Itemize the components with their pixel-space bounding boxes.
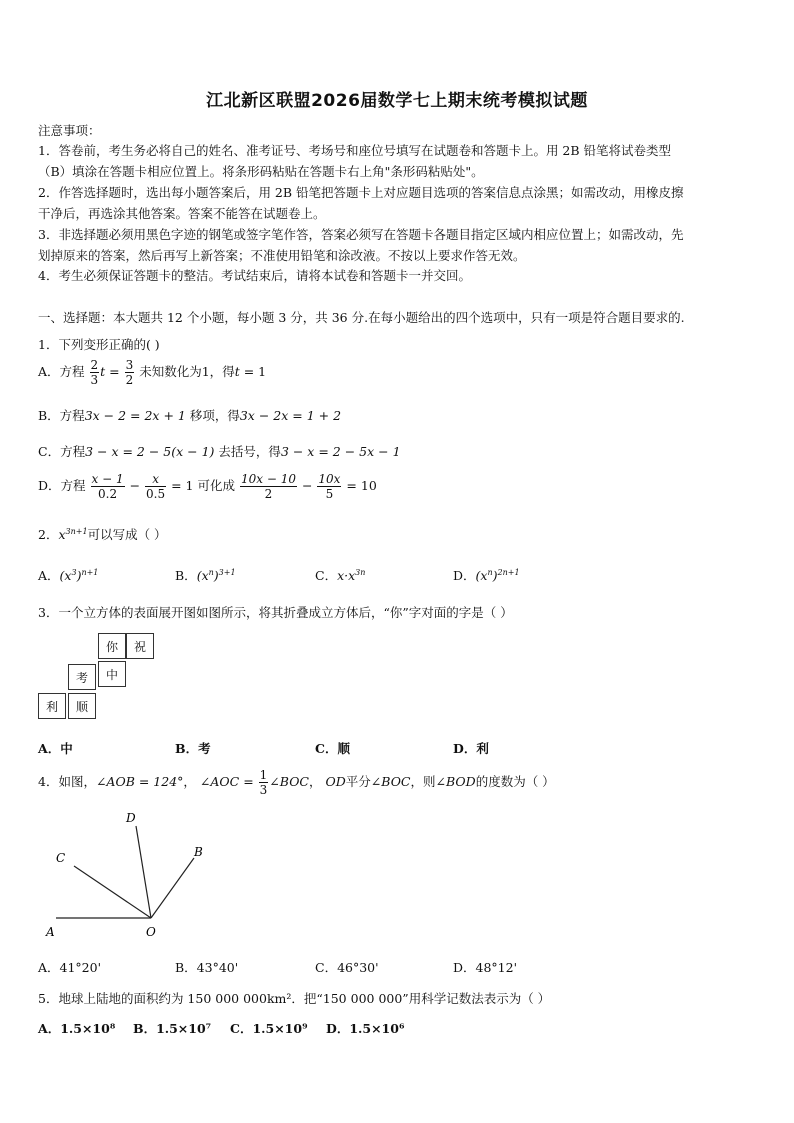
ray-ob [151, 858, 194, 918]
cube-face: 祝 [126, 633, 154, 659]
label-o: O [146, 925, 156, 939]
question-4-option-a: A．41°20' [38, 960, 102, 975]
notice-line: （B）填涂在答题卡相应位置上。将条形码粘贴在答题卡右上角"条形码粘贴处"。 [38, 164, 484, 179]
question-1-option-c: C．方程3 − x = 2 − 5(x − 1) 去括号，得3 − x = 2 − 5x − 1 [38, 444, 401, 459]
question-5-option-a: A．1.5×10⁸ [38, 1021, 116, 1036]
cube-face: 利 [38, 693, 66, 719]
question-1-option-a: A．方程 $\frac{2}{3}$ t = $\frac{3}{2}$ 未知数化为1，得t = 1 [38, 358, 267, 387]
section-heading: 一、选择题：本大题共 12 个小题，每小题 3 分，共 36 分.在每小题给出的四个选项中，只有一项是符合题目要求的. [38, 310, 685, 325]
label-a: A [46, 925, 55, 939]
question-2-option-a: A．$(x^3)^{n+1}$ [38, 567, 99, 583]
question-4-stem: 4．如图，∠AOB = 124°， ∠AOC = $\frac{1}{3}$ ∠BOC， OD平分∠BOC，则∠BOD的度数为（ ） [38, 768, 555, 797]
question-3-option-c: C．顺 [315, 741, 350, 756]
label-b: B [194, 845, 203, 859]
notice-line: 2．作答选择题时，选出每小题答案后，用 2B 铅笔把答题卡上对应题目选项的答案信息点涂黑；如需改动，用橡皮擦 [38, 185, 684, 200]
question-2-option-b: B．$(x^n)^{3+1}$ [175, 567, 236, 583]
question-3-option-d: D．利 [453, 741, 489, 756]
question-4-option-b: B．43°40' [175, 960, 239, 975]
question-5-option-b: B．1.5×10⁷ [133, 1021, 212, 1036]
question-1-option-d: D．方程 $\frac{x - 1}{0.2}$ − $\frac{x}{0.5}$ = 1 可化成 $\frac{10x - 10}{2}$ − $\frac{10x}{5}$ = 10 [38, 472, 377, 501]
question-4-option-c: C．46°30' [315, 960, 379, 975]
ray-oc [74, 866, 151, 918]
question-4-option-d: D．48°12' [453, 960, 518, 975]
question-3-option-b: B．考 [175, 741, 211, 756]
question-2-stem: 2．$x^{3n+1}$可以写成（ ） [38, 526, 167, 542]
cube-face: 考 [68, 664, 96, 690]
question-3-option-a: A．中 [38, 741, 73, 756]
cube-net-diagram [38, 633, 168, 725]
question-3-stem: 3．一个立方体的表面展开图如图所示，将其折叠成立方体后，“你”字对面的字是（ ） [38, 605, 513, 620]
notice-line: 3．非选择题必须用黑色字迹的钢笔或签字笔作答，答案必须写在答题卡各题目指定区域内相应位置上；如需改动，先 [38, 227, 684, 242]
notice-line: 4．考生必须保证答题卡的整洁。考试结束后，请将本试卷和答题卡一并交回。 [38, 268, 471, 283]
notice-line: 干净后，再选涂其他答案。答案不能答在试题卷上。 [38, 206, 326, 221]
label-c: C [56, 851, 66, 865]
cube-face: 你 [98, 633, 126, 659]
question-2-option-c: C．$x\cdot x^{3n}$ [315, 567, 366, 583]
angle-diagram [36, 808, 236, 944]
notice-heading: 注意事项： [38, 123, 101, 138]
notice-line: 划掉原来的答案，然后再写上新答案；不准使用铅笔和涂改液。不按以上要求作答无效。 [38, 248, 526, 263]
ray-od [136, 826, 151, 918]
question-5-option-d: D．1.5×10⁶ [326, 1021, 405, 1036]
question-5-stem: 5．地球上陆地的面积约为 150 000 000km²．把“150 000 000”用科学记数法表示为（ ） [38, 991, 551, 1006]
question-1-stem: 1．下列变形正确的( ) [38, 337, 160, 352]
question-2-option-d: D．$(x^n)^{2n+1}$ [453, 567, 520, 583]
cube-face: 顺 [68, 693, 96, 719]
page-title: 江北新区联盟2026届数学七上期末统考模拟试题 [206, 91, 588, 111]
label-d: D [126, 811, 136, 825]
notice-line: 1．答卷前，考生务必将自己的姓名、准考证号、考场号和座位号填写在试题卷和答题卡上。用 2B 铅笔将试卷类型 [38, 143, 672, 158]
question-5-option-c: C．1.5×10⁹ [230, 1021, 308, 1036]
cube-face: 中 [98, 661, 126, 687]
question-1-option-b: B．方程3x − 2 = 2x + 1 移项，得3x − 2x = 1 + 2 [38, 408, 342, 423]
